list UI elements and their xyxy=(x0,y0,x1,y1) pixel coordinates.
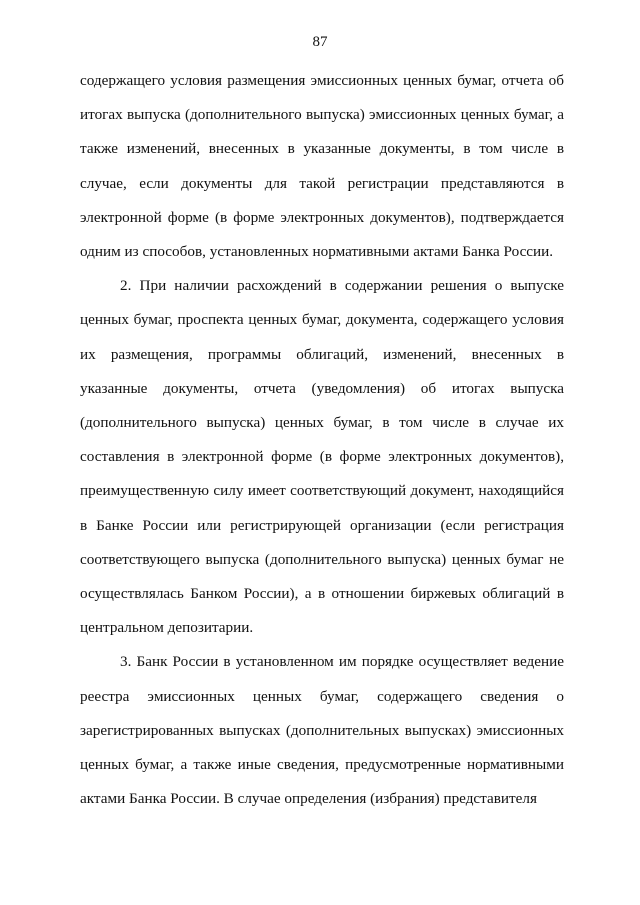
paragraph-item-3: 3. Банк России в установленном им порядке осуществляет ведение реестра эмиссионных ценных бумаг, содержащего сведения о зарегистрированных выпусках (дополнительных выпусках) эмиссионных ценных бумаг, а также иные сведения, предусмотренные нормативными актами Банка России. В случае определения (избрания) представителя xyxy=(80,653,564,808)
body-text xyxy=(80,64,564,816)
paragraph-continuation: содержащего условия размещения эмиссионных ценных бумаг, отчета об итогах выпуска (дополнительного выпуска) эмиссионных ценных бумаг, а также изменений, внесенных в указанные документы, в том числе в случае, если документы для такой регистрации представляются в электронной форме (в форме электронных документов), подтверждается одним из способов, установленных нормативными актами Банка России. xyxy=(80,72,564,261)
page-number: 87 xyxy=(312,34,328,50)
paragraph-item-2: 2. При наличии расхождений в содержании решения о выпуске ценных бумаг, проспекта ценных бумаг, документа, содержащего условия их размещения, программы облигаций, изменений, внесенных в указанные документы, отчета (уведомления) об итогах выпуска (дополнительного выпуска) ценных бумаг, в том числе в случае их составления в электронной форме (в форме электронных документов), преимущественную силу имеет соответствующий документ, находящийся в Банке России или регистрирующей организации (если регистрация соответствующего выпуска (дополнительного выпуска) ценных бумаг не осуществлялась Банком России), а в отношении биржевых облигаций в центральном депозитарии. xyxy=(80,277,564,637)
